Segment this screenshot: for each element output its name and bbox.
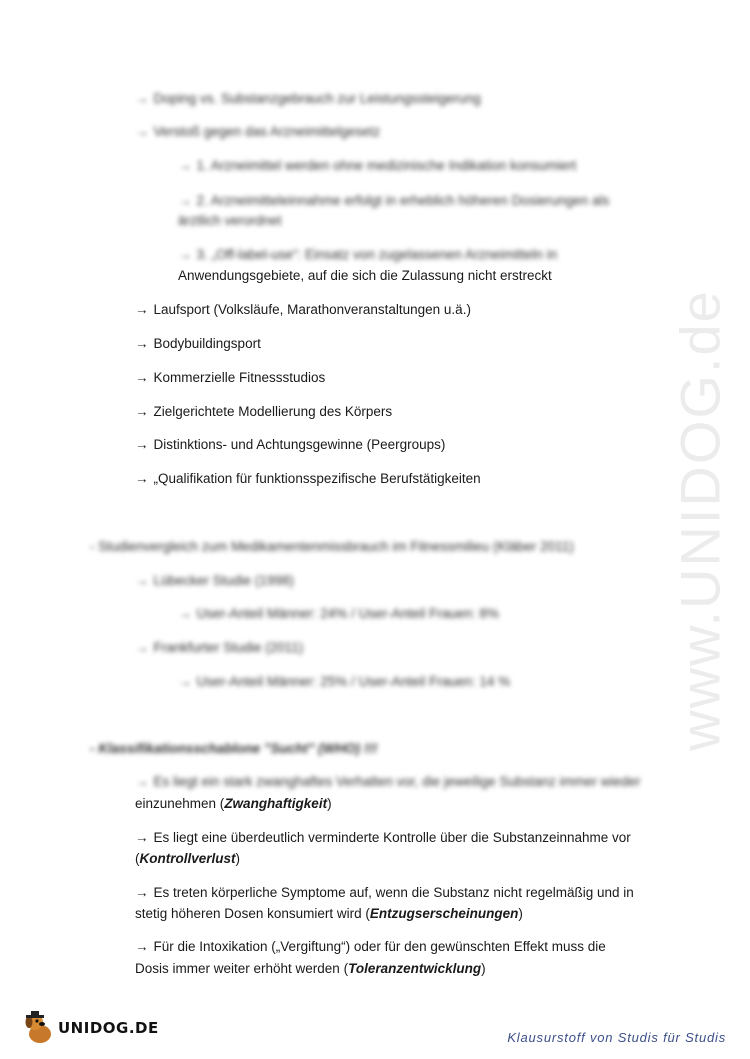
doc-line: → 3. „Off-label-use“: Einsatz von zugelassenen Arzneimitteln in (178, 247, 558, 262)
section-heading: - Klassifikationsschablone "Sucht" (WHO) !!! (90, 741, 378, 756)
unidog-logo[interactable] (22, 1010, 159, 1046)
doc-line: → 2. Arzneimitteleinnahme erfolgt in erheblich höheren Dosierungen als (178, 193, 610, 208)
bullet-bodybuilding: → Bodybuildingsport (135, 336, 261, 351)
criterion-entzug: stetig höheren Dosen konsumiert wird (Entzugserscheinungen) (135, 906, 523, 921)
section-heading: - Studienvergleich zum Medikamentenmissbrauch im Fitnessmilieu (Kläber 2011) (90, 539, 574, 554)
doc-line: → Doping vs. Substanzgebrauch zur Leistungssteigerung (135, 91, 481, 106)
arrow-icon: → (135, 437, 149, 452)
footer-tagline: Klausurstoff von Studis für Studis (507, 1030, 726, 1045)
dog-icon (22, 1010, 56, 1046)
doc-line: ärztlich verordnet (178, 213, 282, 228)
watermark: www.UNIDOG.de (668, 289, 732, 751)
doc-line: → User-Anteil Männer: 24% / User-Anteil Frauen: 8% (178, 606, 499, 621)
doc-line: → Frankfurter Studie (2011) (135, 640, 304, 655)
criterion-kontrollverlust: (Kontrollverlust) (135, 851, 241, 866)
doc-line: → Verstoß gegen das Arzneimittelgesetz (135, 124, 381, 139)
criterion-toleranz: Dosis immer weiter erhöht werden (Toleranzentwicklung) (135, 961, 486, 976)
bullet-modellierung: → Zielgerichtete Modellierung des Körpers (135, 404, 393, 419)
arrow-icon: → (135, 830, 149, 845)
arrow-icon: → (135, 336, 149, 351)
doc-line: → User-Anteil Männer: 25% / User-Anteil Frauen: 14 % (178, 674, 511, 689)
bullet-distinktion: → Distinktions- und Achtungsgewinne (Peergroups) (135, 437, 446, 452)
arrow-icon: → (135, 939, 149, 954)
arrow-icon: → (135, 370, 149, 385)
arrow-icon: → (135, 404, 149, 419)
bullet-fitnessstudios: → Kommerzielle Fitnessstudios (135, 370, 326, 385)
logo-text: UNIDOG.DE (58, 1019, 159, 1037)
arrow-icon: → (135, 471, 149, 486)
bullet-qualifikation: → „Qualifikation für funktionsspezifische Berufstätigkeiten (135, 471, 481, 486)
doc-line: Anwendungsgebiete, auf die sich die Zulassung nicht erstreckt (178, 268, 552, 283)
criterion-toleranz-line1: → Für die Intoxikation („Vergiftung“) oder für den gewünschten Effekt muss die (135, 939, 606, 954)
doc-line: → Es liegt ein stark zwanghaftes Verhalten vor, die jeweilige Substanz immer wieder (135, 774, 641, 789)
criterion-kontrollverlust-line1: → Es liegt eine überdeutlich verminderte Kontrolle über die Substanzeinnahme vor (135, 830, 631, 845)
doc-line: → Lübecker Studie (1998) (135, 573, 294, 588)
bullet-laufsport: → Laufsport (Volksläufe, Marathonveranstaltungen u.ä.) (135, 302, 471, 317)
criterion-zwanghaftigkeit: einzunehmen (Zwanghaftigkeit) (135, 796, 332, 811)
doc-line: → 1. Arzneimittel werden ohne medizinische Indikation konsumiert (178, 158, 577, 173)
arrow-icon: → (135, 302, 149, 317)
criterion-entzug-line1: → Es treten körperliche Symptome auf, wenn die Substanz nicht regelmäßig und in (135, 885, 634, 900)
arrow-icon: → (135, 885, 149, 900)
